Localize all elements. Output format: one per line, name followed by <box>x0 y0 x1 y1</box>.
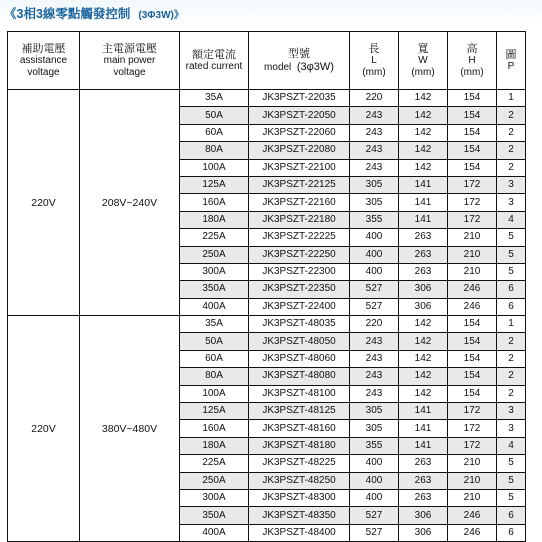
main-voltage-cell: 208V~240V <box>80 90 180 316</box>
height-cell: 210 <box>448 455 497 472</box>
height-cell: 154 <box>448 333 497 350</box>
height-cell: 154 <box>448 159 497 176</box>
figure-cell: 5 <box>497 489 526 506</box>
rated-current-cell: 125A <box>180 176 249 193</box>
height-cell: 210 <box>448 472 497 489</box>
rated-current-cell: 250A <box>180 246 249 263</box>
length-cell: 243 <box>350 368 399 385</box>
width-cell: 142 <box>399 124 448 141</box>
length-cell: 305 <box>350 176 399 193</box>
height-cell: 246 <box>448 524 497 541</box>
height-cell: 172 <box>448 437 497 454</box>
model-cell: JK3PSZT-22300 <box>249 263 350 280</box>
figure-cell: 2 <box>497 385 526 402</box>
length-cell: 400 <box>350 472 399 489</box>
figure-cell: 2 <box>497 333 526 350</box>
figure-cell: 5 <box>497 246 526 263</box>
assist-voltage-cell: 220V <box>8 90 80 316</box>
height-cell: 246 <box>448 507 497 524</box>
figure-cell: 1 <box>497 316 526 333</box>
height-cell: 154 <box>448 368 497 385</box>
figure-cell: 2 <box>497 142 526 159</box>
width-cell: 306 <box>399 298 448 315</box>
width-cell: 263 <box>399 263 448 280</box>
length-cell: 400 <box>350 489 399 506</box>
width-cell: 142 <box>399 316 448 333</box>
rated-current-cell: 400A <box>180 298 249 315</box>
model-cell: JK3PSZT-22180 <box>249 211 350 228</box>
width-cell: 141 <box>399 211 448 228</box>
width-cell: 263 <box>399 246 448 263</box>
figure-cell: 5 <box>497 472 526 489</box>
length-cell: 400 <box>350 229 399 246</box>
height-cell: 210 <box>448 263 497 280</box>
height-cell: 154 <box>448 90 497 107</box>
width-cell: 142 <box>399 350 448 367</box>
model-cell: JK3PSZT-48125 <box>249 403 350 420</box>
model-cell: JK3PSZT-48100 <box>249 385 350 402</box>
height-cell: 154 <box>448 142 497 159</box>
figure-cell: 2 <box>497 368 526 385</box>
spec-table-body <box>8 90 526 542</box>
model-cell: JK3PSZT-48250 <box>249 472 350 489</box>
rated-current-cell: 50A <box>180 333 249 350</box>
model-cell: JK3PSZT-22125 <box>249 176 350 193</box>
title-main: 《3相3線零點觸發控制 <box>4 7 131 21</box>
model-cell: JK3PSZT-48035 <box>249 316 350 333</box>
height-cell: 246 <box>448 298 497 315</box>
rated-current-cell: 125A <box>180 403 249 420</box>
width-cell: 141 <box>399 194 448 211</box>
model-cell: JK3PSZT-22250 <box>249 246 350 263</box>
header-height: 高 H (mm) <box>448 32 497 90</box>
model-cell: JK3PSZT-48300 <box>249 489 350 506</box>
height-cell: 210 <box>448 229 497 246</box>
rated-current-cell: 400A <box>180 524 249 541</box>
header-main-voltage: 主電源電壓 main power voltage <box>80 32 180 90</box>
figure-cell: 2 <box>497 107 526 124</box>
rated-current-cell: 350A <box>180 281 249 298</box>
figure-cell: 2 <box>497 159 526 176</box>
header-rated-current: 額定電流 rated current <box>180 32 249 90</box>
rated-current-cell: 350A <box>180 507 249 524</box>
length-cell: 400 <box>350 246 399 263</box>
figure-cell: 6 <box>497 281 526 298</box>
model-cell: JK3PSZT-22060 <box>249 124 350 141</box>
width-cell: 306 <box>399 507 448 524</box>
model-cell: JK3PSZT-48400 <box>249 524 350 541</box>
width-cell: 263 <box>399 229 448 246</box>
rated-current-cell: 60A <box>180 124 249 141</box>
header-width: 寬 W (mm) <box>399 32 448 90</box>
table-row <box>8 316 526 333</box>
height-cell: 154 <box>448 107 497 124</box>
length-cell: 243 <box>350 350 399 367</box>
figure-cell: 3 <box>497 176 526 193</box>
rated-current-cell: 100A <box>180 159 249 176</box>
title-sub: (3Φ3W)》 <box>138 10 184 21</box>
width-cell: 142 <box>399 385 448 402</box>
length-cell: 305 <box>350 194 399 211</box>
height-cell: 154 <box>448 316 497 333</box>
length-cell: 243 <box>350 159 399 176</box>
rated-current-cell: 225A <box>180 229 249 246</box>
model-cell: JK3PSZT-22100 <box>249 159 350 176</box>
height-cell: 210 <box>448 246 497 263</box>
width-cell: 263 <box>399 472 448 489</box>
height-cell: 172 <box>448 176 497 193</box>
rated-current-cell: 35A <box>180 316 249 333</box>
width-cell: 142 <box>399 142 448 159</box>
rated-current-cell: 225A <box>180 455 249 472</box>
height-cell: 172 <box>448 194 497 211</box>
model-cell: JK3PSZT-48160 <box>249 420 350 437</box>
length-cell: 220 <box>350 316 399 333</box>
rated-current-cell: 160A <box>180 194 249 211</box>
rated-current-cell: 300A <box>180 489 249 506</box>
rated-current-cell: 180A <box>180 437 249 454</box>
length-cell: 243 <box>350 333 399 350</box>
rated-current-cell: 50A <box>180 107 249 124</box>
length-cell: 243 <box>350 385 399 402</box>
model-cell: JK3PSZT-48225 <box>249 455 350 472</box>
length-cell: 355 <box>350 211 399 228</box>
model-cell: JK3PSZT-22400 <box>249 298 350 315</box>
figure-cell: 6 <box>497 524 526 541</box>
model-cell: JK3PSZT-48060 <box>249 350 350 367</box>
rated-current-cell: 80A <box>180 368 249 385</box>
rated-current-cell: 180A <box>180 211 249 228</box>
width-cell: 142 <box>399 368 448 385</box>
rated-current-cell: 80A <box>180 142 249 159</box>
figure-cell: 2 <box>497 124 526 141</box>
figure-cell: 1 <box>497 90 526 107</box>
rated-current-cell: 250A <box>180 472 249 489</box>
length-cell: 527 <box>350 281 399 298</box>
rated-current-cell: 160A <box>180 420 249 437</box>
figure-cell: 4 <box>497 437 526 454</box>
width-cell: 306 <box>399 281 448 298</box>
length-cell: 527 <box>350 507 399 524</box>
figure-cell: 5 <box>497 263 526 280</box>
height-cell: 172 <box>448 420 497 437</box>
height-cell: 154 <box>448 350 497 367</box>
model-cell: JK3PSZT-48350 <box>249 507 350 524</box>
model-cell: JK3PSZT-48080 <box>249 368 350 385</box>
width-cell: 306 <box>399 524 448 541</box>
width-cell: 142 <box>399 107 448 124</box>
width-cell: 142 <box>399 333 448 350</box>
height-cell: 154 <box>448 385 497 402</box>
rated-current-cell: 35A <box>180 90 249 107</box>
length-cell: 355 <box>350 437 399 454</box>
model-cell: JK3PSZT-22035 <box>249 90 350 107</box>
length-cell: 220 <box>350 90 399 107</box>
length-cell: 243 <box>350 142 399 159</box>
figure-cell: 3 <box>497 420 526 437</box>
figure-cell: 3 <box>497 403 526 420</box>
width-cell: 142 <box>399 90 448 107</box>
height-cell: 154 <box>448 124 497 141</box>
header-row <box>8 32 526 90</box>
figure-cell: 5 <box>497 455 526 472</box>
header-length: 長 L (mm) <box>350 32 399 90</box>
width-cell: 142 <box>399 159 448 176</box>
model-cell: JK3PSZT-22160 <box>249 194 350 211</box>
header-model: 型號 model (3φ3W) <box>249 32 350 90</box>
width-cell: 141 <box>399 176 448 193</box>
width-cell: 263 <box>399 455 448 472</box>
height-cell: 172 <box>448 211 497 228</box>
model-cell: JK3PSZT-22225 <box>249 229 350 246</box>
figure-cell: 4 <box>497 211 526 228</box>
width-cell: 263 <box>399 489 448 506</box>
figure-cell: 5 <box>497 229 526 246</box>
rated-current-cell: 60A <box>180 350 249 367</box>
height-cell: 210 <box>448 489 497 506</box>
spec-table <box>7 31 526 542</box>
figure-cell: 3 <box>497 194 526 211</box>
figure-cell: 6 <box>497 507 526 524</box>
rated-current-cell: 300A <box>180 263 249 280</box>
length-cell: 400 <box>350 455 399 472</box>
length-cell: 527 <box>350 298 399 315</box>
rated-current-cell: 100A <box>180 385 249 402</box>
width-cell: 141 <box>399 420 448 437</box>
model-cell: JK3PSZT-48180 <box>249 437 350 454</box>
assist-voltage-cell: 220V <box>8 316 80 542</box>
figure-cell: 6 <box>497 298 526 315</box>
length-cell: 243 <box>350 107 399 124</box>
model-cell: JK3PSZT-22350 <box>249 281 350 298</box>
page-title <box>4 4 184 22</box>
main-voltage-cell: 380V~480V <box>80 316 180 542</box>
header-figure: 圖 P <box>497 32 526 90</box>
height-cell: 172 <box>448 403 497 420</box>
height-cell: 246 <box>448 281 497 298</box>
length-cell: 527 <box>350 524 399 541</box>
figure-cell: 2 <box>497 350 526 367</box>
model-cell: JK3PSZT-22080 <box>249 142 350 159</box>
length-cell: 305 <box>350 420 399 437</box>
length-cell: 400 <box>350 263 399 280</box>
width-cell: 141 <box>399 437 448 454</box>
header-assist-voltage: 補助電壓 assistance voltage <box>8 32 80 90</box>
table-row <box>8 90 526 107</box>
length-cell: 243 <box>350 124 399 141</box>
width-cell: 141 <box>399 403 448 420</box>
model-cell: JK3PSZT-22050 <box>249 107 350 124</box>
length-cell: 305 <box>350 403 399 420</box>
model-cell: JK3PSZT-48050 <box>249 333 350 350</box>
